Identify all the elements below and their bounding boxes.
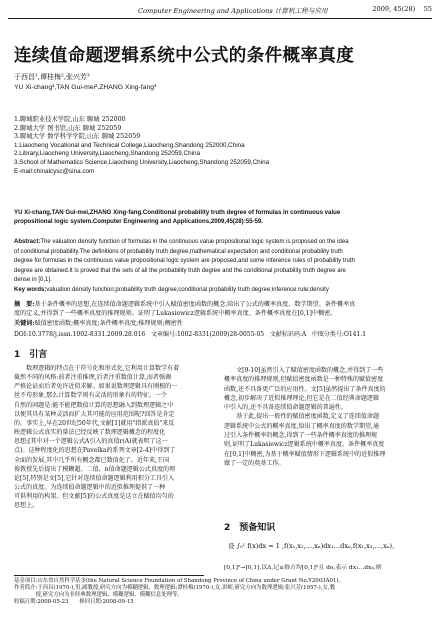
keywords-text: valuation density function;probability truth degree;conditional probability truth degree;inference rule;density bbox=[46, 286, 329, 293]
keywords-label: Key words: bbox=[14, 286, 47, 293]
citation-line: YU Xi-chang,TAN Gui-mei,ZHANG Xing-fang.Conditional probability truth degree of formulas in continuous value bbox=[14, 209, 341, 216]
text-line: 映逻辑公式真实的量法已经反映了数理逻辑概念的程度化 bbox=[14, 429, 166, 437]
abstract-label: Abstract: bbox=[14, 239, 41, 245]
right-column-text bbox=[224, 366, 429, 468]
running-header bbox=[8, 5, 432, 17]
introduction-text bbox=[14, 364, 209, 511]
text-line: 文[9-10]虽然引入了赋值密度函数的概念,并得到了一些 bbox=[224, 367, 384, 374]
text-line: 的。事实上,早在20世纪50年代,文献[1]就用"指派真值"来反 bbox=[14, 419, 175, 427]
section-heading-preliminaries: 2 预备知识 bbox=[224, 523, 276, 533]
header-rule bbox=[8, 18, 432, 19]
text-line: 可供利用的构架。但文献[5]的公式真度是这立在赋值均匀的 bbox=[14, 493, 174, 501]
issue-and-page bbox=[372, 5, 432, 13]
text-line: 中引入的,还不具备连续值命题逻辑的普遍性。 bbox=[224, 404, 347, 412]
footnote-line: 授,研究方向为非经典数理逻辑、模糊逻辑、模糊信息处理等。 bbox=[14, 592, 183, 599]
text-line: 公式的真度。为连续值命题逻辑中的近似推理提供了一种 bbox=[14, 484, 166, 492]
text-line: 丝不苟形象,那么计算数学则有灵活的形象有的特征。一个 bbox=[14, 392, 168, 400]
text-line: 自然的问题是:能不能把数值计算的思想融入到数理逻辑之中 bbox=[14, 401, 174, 409]
abstract-line: degree are obtained.It is proved that the sets of all the probability truth degree and the conditional probability truth degree are bbox=[14, 267, 346, 274]
text-line: 俊教授先后提出了模糊超、二值、n值命题逻辑公式真度的理 bbox=[14, 465, 176, 473]
text-line: 思想;[其中对一个逻辑公式A引入的真值r(A)就表明了这一 bbox=[14, 438, 168, 446]
text-line: 全面的发展,其中几乎所有概念都已数值化了。近年来,王国 bbox=[14, 456, 170, 464]
abstract-line: degree for formulas in the continuous value propositional logic system are proposed,and some inference rules of probability truth bbox=[14, 258, 355, 265]
text-line: 过引入条件概率的概念,得到了一些条件概率真度的推理规 bbox=[224, 432, 378, 440]
authors-english: YU Xi-chang¹,TAN Gui-mei²,ZHANG Xing-fang³ bbox=[14, 84, 157, 91]
text-line: 论[5],特别是文[5],它针对连续值命题逻辑利用积分工具引入 bbox=[14, 474, 175, 482]
affiliations bbox=[14, 116, 269, 176]
text-line: 逻辑系统中公式的概率真度,给出了概率真度的数学期望,通 bbox=[224, 422, 380, 430]
section-heading-introduction: 1 引言 bbox=[14, 350, 48, 360]
affiliation-cn-2: 2.聊城大学 图书馆,山东 聊城 252059 bbox=[14, 124, 122, 132]
issue: 2009, 45(28) bbox=[372, 5, 416, 13]
abstract-line: dense in [0,1]. bbox=[14, 277, 52, 284]
formula-line: 设 ∫₀¹ f(x)dx = 1 ,f(x₁,x₂,…,xₙ)dx₁…dxₙ,f(x₁,x₂,…,xₙ), bbox=[228, 542, 395, 550]
text-line: 点)。这种程度化的思想在Pavelka的系列文章[2-4]中得到了 bbox=[14, 447, 176, 455]
text-line: 数理逻辑的特点在于符号化和形式化,它利用计算数学有着 bbox=[14, 365, 180, 372]
text-line: 以便其具有某种灵活而扩大其可能的应用范围呢?回答是肯定 bbox=[14, 410, 175, 418]
text-line: 概率真度的推理规则,但赋值密度函数是一种特殊的赋值密度 bbox=[224, 376, 384, 384]
article-number: 文章编号:1002-8331(2009)28-0055-05 bbox=[150, 331, 265, 338]
authors-chinese: 于西昌¹,谭桂梅²,张兴芳³ bbox=[14, 73, 90, 81]
affiliation-en-1: 1.Liaocheng Vocational and Technical College,Liaocheng,Shandong 252000,China bbox=[14, 141, 245, 149]
text-line: 在[0,1]中稠密,为基于概率赋值情形下逻辑系统中的近似推理 bbox=[224, 450, 386, 458]
text-line: 函数,还不具备更广泛的应用性。文[5]虽然提出了条件真度的 bbox=[224, 385, 386, 393]
contact-email: E-mail:chinalcysc@sina.com bbox=[14, 167, 95, 175]
text-line: 思想上。 bbox=[14, 502, 39, 510]
footnote-rule bbox=[14, 575, 204, 576]
document-code: 文献标识码:A bbox=[269, 331, 307, 338]
page-number: 55 bbox=[423, 5, 432, 13]
abstract-line: 度的定义,并得到了一些概率真度的推理规则。证明了Lukasiewicz逻辑系统中概率真度、条件概率真度在[0,1]中稠密。 bbox=[14, 310, 337, 318]
keywords-label: 关键词: bbox=[14, 319, 35, 327]
footnote-line: 作者简介:于西昌(1970-),男,副教授,研究方向为模糊逻辑、数理逻辑;谭桂梅(1970-),女,讲师,研究方向为数理逻辑;张兴芳(1957-),女,教 bbox=[14, 585, 335, 592]
abstract-english bbox=[14, 238, 429, 296]
affiliation-cn-1: 1.聊城职业技术学院,山东 聊城 252000 bbox=[14, 116, 126, 123]
citation bbox=[14, 208, 429, 226]
text-line: 则,证明了Lukasiewicz逻辑系统中概率真度、条件概率真度 bbox=[224, 441, 385, 449]
formula-note: [0,1]ⁿ→[0,1],以Δ,记≤推方均[0,1]ⁿ且 do,表示 dx₁…dxₙ,则 bbox=[224, 565, 382, 571]
abstract-label: 摘 要: bbox=[14, 301, 35, 308]
footnote bbox=[14, 578, 344, 606]
footnote-line: 基金项目:山东省自然科学基金(the Natural Science Foundation of Shandong Province of China under Grant No.Y2003A01)。 bbox=[14, 578, 344, 584]
article-meta bbox=[14, 329, 429, 338]
citation-line: propositional logic system.Computer Engineering and Applications,2009,45(28):55-59. bbox=[14, 218, 263, 225]
abstract-line: of conditional probability.The definitions of probability truth degree,mathematical expectation and conditional probability truth bbox=[14, 248, 343, 255]
affiliation-en-2: 2.Library,Liaocheng University,Liaocheng,Shandong 252059,China bbox=[14, 150, 201, 158]
abstract-line: 基于条件概率的思想,在连续值命题逻辑系统中引入赋值密度函数的概念,给出了公式的概率真度、数学期望、条件概率真 bbox=[34, 301, 356, 308]
affiliation-en-3: 3.School of Mathematics Science,Liaocheng University,Liaocheng,Shandong 252059,China bbox=[14, 158, 270, 166]
classification-number: 中图分类号:O141.1 bbox=[311, 331, 367, 338]
paper-title: 连续值命题逻辑系统中公式的条件概率真度 bbox=[14, 46, 355, 66]
journal-name: Computer Engineering and Applications 计算机工程与应用 bbox=[138, 7, 328, 15]
footnote-line: 收稿日期:2008-05-23 修回日期:2008-09-15 bbox=[14, 599, 134, 606]
text-line: 基于此,提出一般性的赋值密度函数,定义了连续值命题 bbox=[224, 413, 380, 421]
text-line: 概念,初步解决了近似推理理论,但它是在二值经典命题逻辑 bbox=[224, 394, 380, 402]
abstract-chinese bbox=[14, 300, 429, 328]
abstract-line: The valuation density function of formulas in the continuous value propositional logic system is proposed on the idea bbox=[40, 239, 349, 245]
text-line: 做了一定的奠基工作。 bbox=[224, 459, 285, 467]
keywords-text: 赋值密度函数;概率真度;条件概率真度;推理规则;稠密性 bbox=[34, 319, 183, 327]
text-line: 截然不同的风格:前者注重推理,后者注重数值计算,而者强调 bbox=[14, 374, 172, 382]
affiliation-cn-3: 3.聊城大学 数学科学学院,山东 聊城 252059 bbox=[14, 133, 141, 141]
doi: DOI:10.3778/j.issn.1002-8331.2009.28.016 bbox=[14, 331, 146, 338]
text-line: 严格论证而后者免许近似求解。如果说数理逻辑具有刚根的一 bbox=[14, 383, 178, 391]
